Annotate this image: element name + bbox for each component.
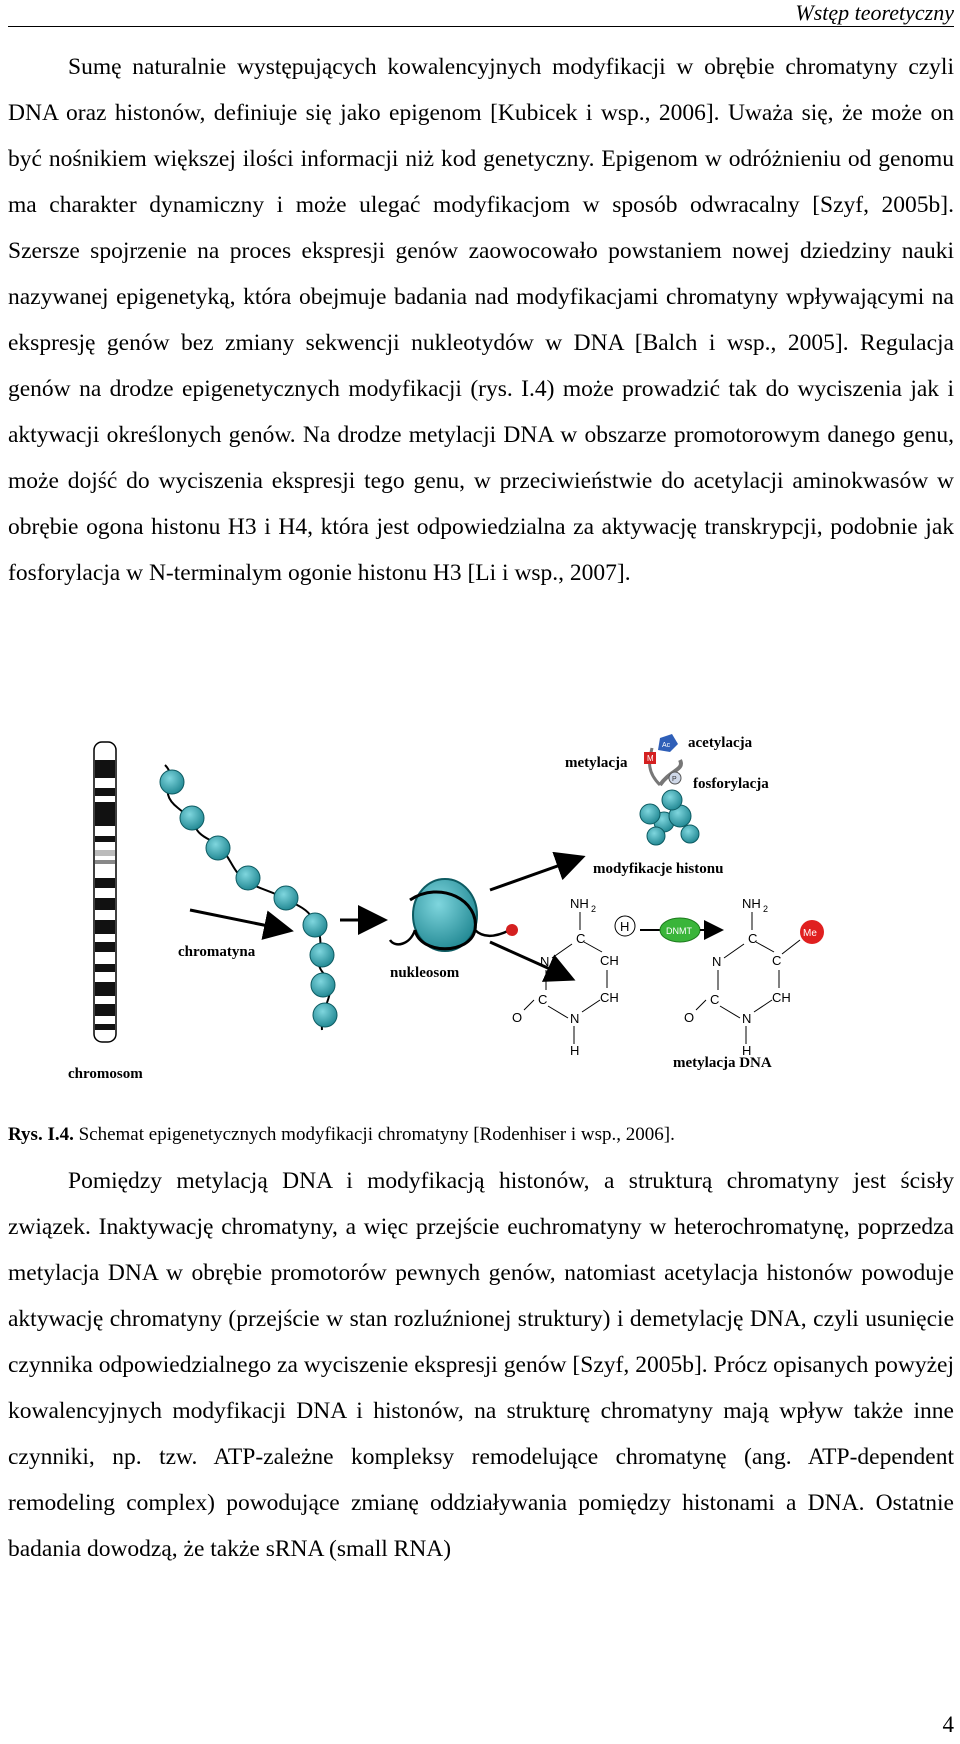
chromosome-graphic — [94, 742, 116, 1042]
svg-text:O: O — [512, 1010, 523, 1025]
svg-text:H: H — [620, 919, 630, 934]
svg-text:2: 2 — [591, 904, 597, 914]
svg-text:H: H — [570, 1043, 580, 1058]
svg-text:M: M — [647, 754, 654, 763]
chromatin-fiber — [160, 765, 337, 1030]
svg-text:2: 2 — [763, 904, 769, 914]
figure-diagram — [60, 730, 900, 1090]
svg-text:Ac: Ac — [662, 742, 671, 749]
svg-text:P: P — [672, 776, 677, 783]
label-chromatin: chromatyna — [178, 944, 256, 960]
figure-caption — [8, 1124, 675, 1146]
paragraph-2: Pomiędzy metylacją DNA i modyfikacją histonów, a strukturą chromatyny jest ścisły związek. Inaktywację chromatyny, a więc przejście euchromatyny w heterochromatynę, poprzedza metylacja DNA w obrębie promotorów pewnych genów, natomiast acetylacja histonów powoduje aktywację chromatyny (przejście w stan rozluźnionej struktury) i demetylację DNA, czyli usunięcie czynnika odpowiedzialnego za wyciszenie ekspresji genów [Szyf, 2005b]. Prócz opisanych powyżej kowalencyjnych modyfikacji DNA i histonów, na strukturę chromatyny mają wpływ także inne czynniki, np. tzw. ATP-zależne kompleksy remodelujące chromatynę (ang. ATP-dependent remodeling complex) powodujące zmianę oddziaływania pomiędzy histonami a DNA. Ostatnie badania dowodzą, że także sRNA (small RNA) — [8, 1168, 954, 1562]
svg-text:NH: NH — [570, 896, 589, 911]
header-rule — [8, 26, 954, 27]
arrow-chromatin-to-nucleosome — [190, 910, 288, 930]
svg-text:N: N — [570, 1011, 580, 1026]
methylcytosine-structure — [684, 896, 800, 1058]
svg-text:DNMT: DNMT — [666, 926, 692, 936]
svg-text:N: N — [742, 1011, 752, 1026]
arrow-to-dna-methylation — [490, 942, 570, 978]
paragraph-1: Sumę naturalnie występujących kowalencyjnych modyfikacji w obrębie chromatyny czyli DNA oraz histonów, definiuje się jako epigenom [Kubicek i wsp., 2006]. Uważa się, że może on być nośnikiem większej ilości informacji niż kod genetyczny. Epigenom w odróżnieniu od genomu ma charakter dynamiczny i może ulegać modyfikacjom w sposób odwracalny [Szyf, 2005b]. Szersze spojrzenie na proces ekspresji genów zaowocowało powstaniem nowej dziedziny nauki nazywanej epigenetyką, która obejmuje badania nad modyfikacjami chromatyny wpływającymi na ekspresję genów bez zmiany sekwencji nukleotydów w DNA [Balch i wsp., 2005]. Regulacja genów na drodze epigenetycznych modyfikacji (rys. I.4) może prowadzić tak do wyciszenia jak i aktywacji określonych genów. Na drodze metylacji DNA w obszarze promotorowym danego genu, może dojść do wyciszenia ekspresji tego genu, w przeciwieństwie do acetylacji aminokwasów w obrębie ogona histonu H3 i H4, która jest odpowiedzialna za aktywację transkrypcji, podobnie jak fosforylacja w N-terminalym ogonie histonu H3 [Li i wsp., 2007]. — [8, 54, 954, 586]
svg-text:O: O — [684, 1010, 695, 1025]
label-nucleosome: nukleosom — [390, 965, 460, 981]
svg-text:C: C — [576, 931, 586, 946]
figure-epigenetic-modifications — [60, 730, 900, 1090]
svg-text:N: N — [540, 954, 550, 969]
label-histone-modifications: modyfikacje histonu — [593, 861, 724, 877]
label-chromosome: chromosom — [68, 1066, 143, 1082]
page-number: 4 — [942, 1712, 954, 1737]
label-phosphorylation: fosforylacja — [693, 776, 769, 792]
dnmt-enzyme-icon — [640, 918, 720, 942]
label-dna-methylation: metylacja DNA — [673, 1055, 772, 1071]
label-methylation: metylacja — [565, 755, 628, 771]
running-header: Wstęp teoretyczny — [795, 0, 954, 25]
label-acetylation: acetylacja — [688, 735, 753, 751]
caption-text: Schemat epigenetycznych modyfikacji chromatyny [Rodenhiser i wsp., 2006]. — [73, 1124, 675, 1145]
svg-text:NH: NH — [742, 896, 761, 911]
svg-text:C: C — [538, 992, 548, 1007]
svg-text:H: H — [742, 1043, 752, 1058]
svg-text:C: C — [710, 992, 720, 1007]
caption-label: Rys. I.4. — [8, 1124, 74, 1145]
svg-text:N: N — [712, 954, 722, 969]
svg-text:CH: CH — [772, 990, 791, 1005]
svg-text:CH: CH — [600, 990, 619, 1005]
svg-text:C: C — [772, 953, 782, 968]
svg-text:Me: Me — [803, 928, 817, 939]
svg-text:CH: CH — [600, 953, 619, 968]
svg-text:C: C — [748, 931, 758, 946]
methyl-mark-icon — [506, 924, 518, 936]
nucleosome-graphic — [390, 879, 518, 951]
arrow-to-histone-mods — [490, 858, 580, 890]
